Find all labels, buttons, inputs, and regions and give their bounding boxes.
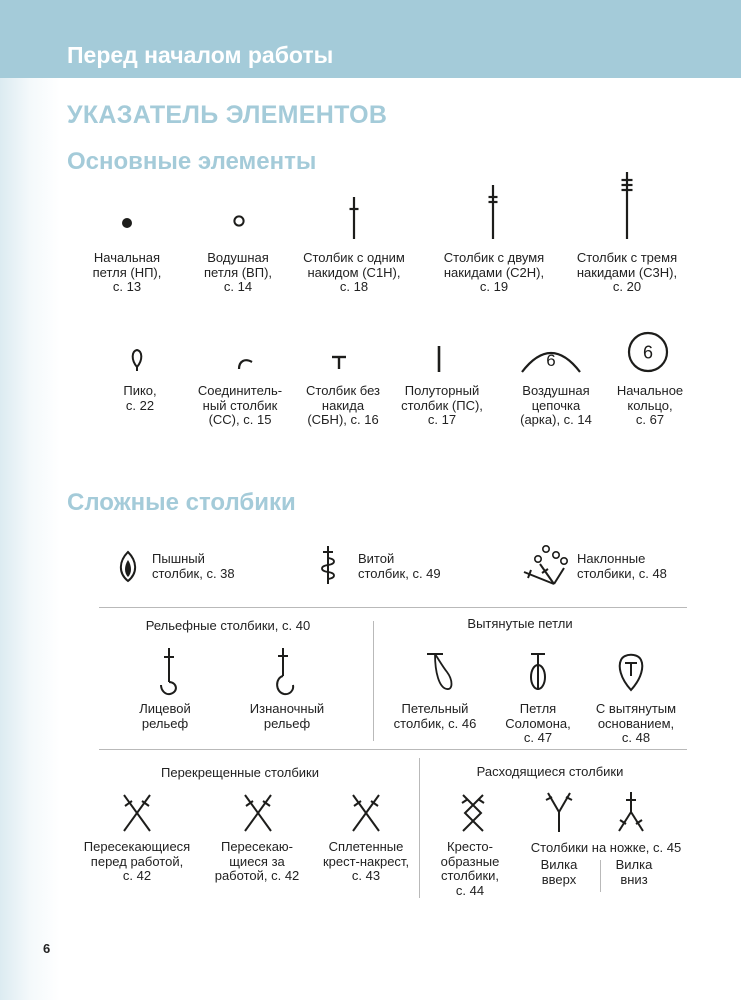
label-столбик-с2н: Столбик с двумя накидами (С2Н), с. 19: [443, 250, 545, 294]
label-петельный-столбик: Петельный столбик, с. 46: [393, 701, 477, 731]
label-пико: Пико, с. 22: [123, 383, 157, 413]
solomon-knot-icon: [526, 650, 550, 694]
label-воздушная-петля: Водушная петля (ВП), с. 14: [203, 250, 273, 294]
elongated-base-icon: [616, 648, 646, 694]
label-вилка-вверх: Вилка вверх: [540, 857, 578, 887]
stitch-three-bars-icon: [616, 170, 638, 241]
diverging-group-title: Расходящиеся столбики: [476, 764, 624, 779]
index-title: УКАЗАТЕЛЬ ЭЛЕМЕНТОВ: [67, 101, 388, 129]
label-петля-соломона: Петля Соломона, с. 47: [505, 701, 571, 745]
dot-icon: [116, 212, 138, 234]
label-полуторный-столбик: Полуторный столбик (ПС), с. 17: [401, 383, 483, 427]
ring-icon: [228, 210, 250, 232]
divider-top: [99, 607, 687, 608]
label-начальное-кольцо: Начальное кольцо, с. 67: [616, 383, 684, 427]
stitch-two-bars-icon: [482, 183, 504, 241]
label-витой-столбик: Витой столбик, с. 49: [358, 551, 441, 581]
relief-group-title: Рельефные столбики, с. 40: [145, 618, 311, 633]
arc-icon: [517, 340, 585, 374]
t-icon: [329, 353, 349, 371]
crossed-group-title: Перекрещенные столбики: [161, 765, 319, 780]
divider-vertical-1: [373, 621, 374, 741]
label-начальная-петля: Начальная петля (НП), с. 13: [92, 250, 162, 294]
slip-stitch-icon: [234, 354, 256, 372]
fork-down-icon: [614, 788, 648, 836]
arc-number: 6: [546, 351, 556, 370]
label-вилка-вниз: Вилка вниз: [615, 857, 653, 887]
basic-section-title: Основные элементы: [67, 148, 317, 175]
loop-stitch-icon: [423, 650, 459, 694]
elongated-group-title: Вытянутые петли: [467, 616, 573, 631]
twisted-stitch-icon: [316, 544, 340, 586]
page-header: [0, 0, 741, 78]
slanted-stitches-icon: [516, 540, 570, 588]
label-пересекающиеся-перед: Пересекающиеся перед работой, с. 42: [83, 839, 191, 883]
label-наклонные-столбики: Наклонные столбики, с. 48: [577, 551, 667, 581]
label-крестообразные: Кресто- образные столбики, с. 44: [440, 839, 500, 898]
label-воздушная-цепочка: Воздушная цепочка (арка), с. 14: [520, 383, 592, 427]
picot-icon: [128, 346, 146, 372]
label-столбик-без-накида: Столбик без накида (СБН), с. 16: [306, 383, 380, 427]
label-пышный-столбик: Пышный столбик, с. 38: [152, 551, 235, 581]
label-изнаночный-рельеф: Изнаночный рельеф: [249, 701, 325, 731]
page-number: 6: [43, 941, 51, 956]
label-столбик-с3н: Столбик с тремя накидами (С3Н), с. 20: [576, 250, 678, 294]
fork-up-icon: [543, 788, 575, 836]
cross-front-icon: [120, 791, 154, 835]
label-сплетенные: Сплетенные крест-накрест, с. 43: [322, 839, 410, 883]
cross-shaped-icon: [457, 791, 489, 835]
front-post-icon: [155, 646, 185, 698]
stitch-one-bar-icon: [343, 195, 365, 241]
complex-section-title: Сложные столбики: [67, 489, 296, 516]
puff-stitch-icon: [115, 549, 141, 585]
label-с-вытянутым-основанием: С вытянутым основанием, с. 48: [595, 701, 677, 745]
label-соединительный-столбик: Соединитель- ный столбик (СС), с. 15: [197, 383, 283, 427]
stem-group-title: Столбики на ножке, с. 45: [530, 840, 682, 855]
vertical-bar-icon: [429, 343, 449, 375]
divider-middle: [99, 749, 687, 750]
label-лицевой-рельеф: Лицевой рельеф: [139, 701, 191, 731]
label-столбик-с1н: Столбик с одним накидом (С1Н), с. 18: [303, 250, 405, 294]
circle-icon: [626, 330, 670, 374]
cross-back-icon: [241, 791, 275, 835]
header-title: Перед началом работы: [67, 42, 334, 68]
cross-woven-icon: [349, 791, 383, 835]
ring-number: 6: [642, 342, 654, 363]
back-post-icon: [271, 646, 301, 698]
label-пересекающиеся-за: Пересекаю- щиеся за работой, с. 42: [214, 839, 300, 883]
